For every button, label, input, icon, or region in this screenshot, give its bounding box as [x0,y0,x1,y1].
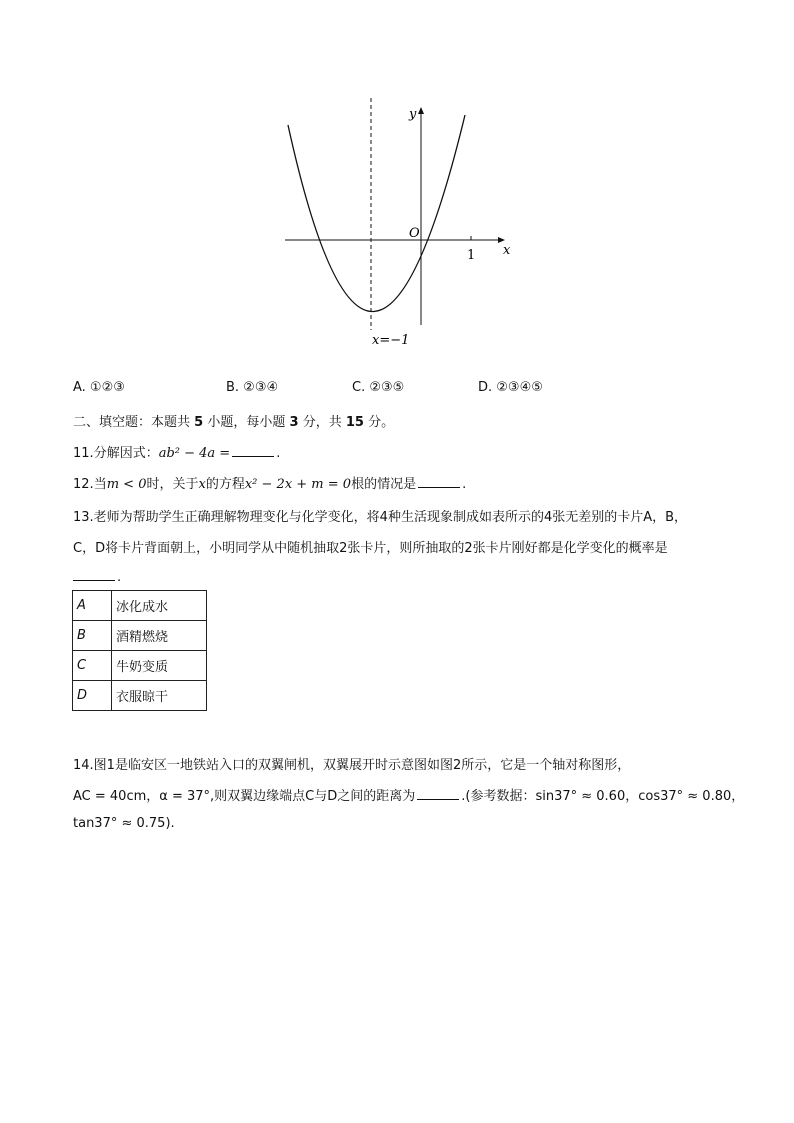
table-row [73,621,207,651]
question-13-line-3: . [73,568,121,585]
card-value: 牛奶变质 [112,651,207,681]
tick-one-label: 1 [467,248,476,263]
question-14-line-3: tan37° ≈ 0.75). [73,816,175,831]
answer-blank-12[interactable] [418,475,460,488]
question-12: 12.当m < 0时，关于x的方程x² − 2x + m = 0根的情况是 . [73,477,467,492]
parabola-curve [288,115,465,312]
symmetry-axis-label: x=−1 [372,333,410,348]
table-row [73,651,207,681]
parabola-graph [280,95,520,355]
x-axis-label: x [503,243,511,258]
card-key: A [73,591,112,621]
option-c: C. ②③⑤ [352,380,405,395]
card-value: 酒精燃烧 [112,621,207,651]
answer-blank-11[interactable] [232,444,274,457]
card-key: B [73,621,112,651]
card-key: D [73,681,112,711]
card-key: C [73,651,112,681]
question-14-line-1: 14.图1是临安区一地铁站入口的双翼闸机，双翼展开时示意图如图2所示，它是一个轴对称图形， [73,758,631,773]
option-b: B. ②③④ [226,380,279,395]
table-row [73,591,207,621]
card-value: 衣服晾干 [112,681,207,711]
option-a: A. ①②③ [73,380,125,395]
question-13-line-1: 13.老师为帮助学生正确理解物理变化与化学变化，将4种生活现象制成如表所示的4张无差别的卡片A，B， [73,510,688,525]
origin-label: O [409,226,420,241]
table-row [73,681,207,711]
card-value: 冰化成水 [112,591,207,621]
answer-blank-13[interactable] [73,568,115,581]
question-14-line-2: AC = 40cm，α = 37°,则双翼边缘端点C与D之间的距离为 .(参考数据：sin37° ≈ 0.60，cos37° ≈ 0.80， [73,789,745,804]
option-d: D. ②③④⑤ [478,380,543,395]
section-2-heading: 二、填空题：本题共 5 小题，每小题 3 分，共 15 分。 [73,415,395,430]
y-axis-label: y [409,107,417,122]
question-11: 11.分解因式：ab² − 4a = . [73,446,281,461]
answer-blank-14[interactable] [417,787,459,800]
cards-table [72,590,207,711]
question-13-line-2: C，D将卡片背面朝上，小明同学从中随机抽取2张卡片，则所抽取的2张卡片刚好都是化学变化的概率是 [73,541,668,556]
